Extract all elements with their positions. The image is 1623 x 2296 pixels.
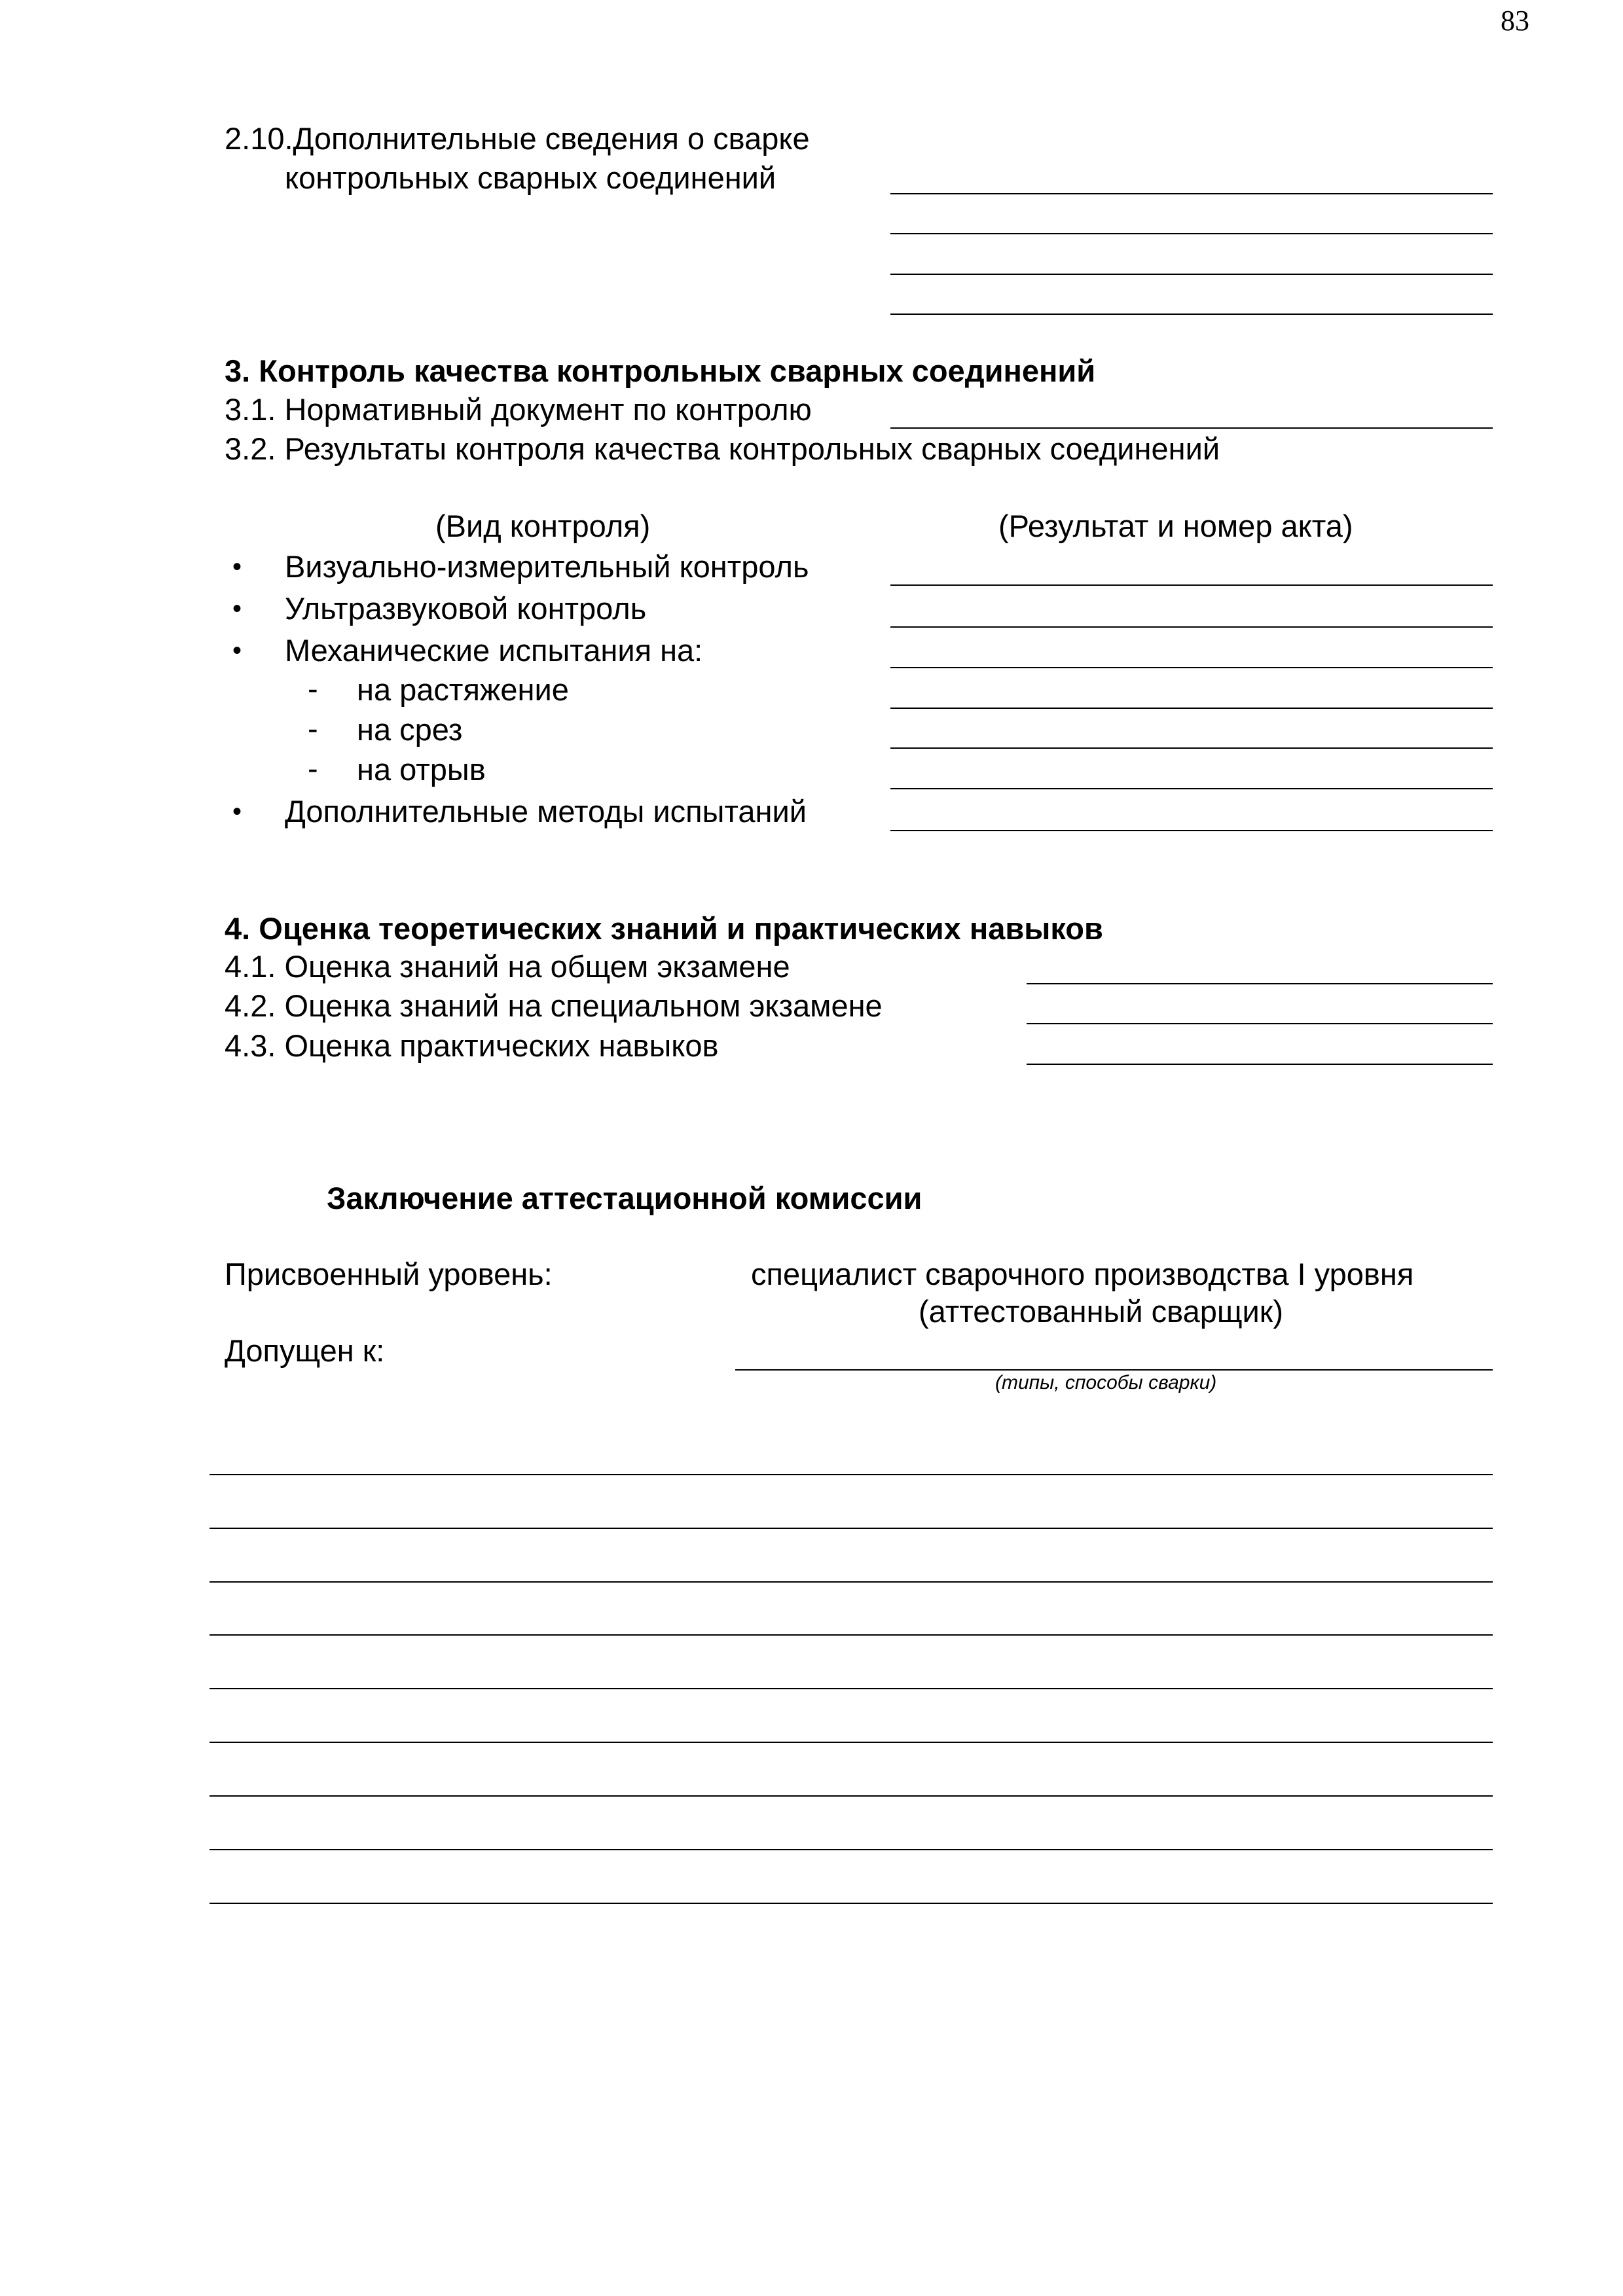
bullet-icon: •	[232, 552, 242, 581]
control-extra-methods: Дополнительные методы испытаний	[285, 794, 807, 829]
fill-line-extra[interactable]	[890, 830, 1493, 831]
fill-line-visual[interactable]	[890, 584, 1493, 586]
fill-line-2-10-a[interactable]	[890, 193, 1493, 194]
column-header-control-type: (Вид контроля)	[435, 509, 651, 543]
fill-line-4-1[interactable]	[1027, 983, 1493, 984]
fill-line-ultrasonic[interactable]	[890, 626, 1493, 628]
fill-line-pull[interactable]	[890, 788, 1493, 789]
admitted-label: Допущен к:	[225, 1333, 385, 1368]
item-3-2: 3.2. Результаты контроля качества контрольных сварных соединений	[225, 431, 1220, 466]
free-line[interactable]	[210, 1795, 1493, 1797]
item-3-1: 3.1. Нормативный документ по контролю	[225, 392, 812, 427]
free-line[interactable]	[210, 1474, 1493, 1475]
section-4-heading: 4. Оценка теоретических знаний и практических навыков	[225, 911, 1103, 946]
fill-line-mechanical[interactable]	[890, 667, 1493, 668]
fill-line-4-2[interactable]	[1027, 1023, 1493, 1024]
control-visual: Визуально-измерительный контроль	[285, 549, 809, 584]
fill-line-admitted[interactable]	[735, 1369, 1493, 1371]
free-line[interactable]	[210, 1581, 1493, 1583]
bullet-icon: •	[232, 797, 242, 826]
dash-icon: -	[308, 671, 318, 706]
section-2-10-line1: 2.10.Дополнительные сведения о сварке	[225, 121, 810, 156]
fill-line-tension[interactable]	[890, 708, 1493, 709]
item-4-1: 4.1. Оценка знаний на общем экзамене	[225, 949, 790, 984]
fill-line-shear[interactable]	[890, 747, 1493, 749]
section-3-heading: 3. Контроль качества контрольных сварных соединений	[225, 353, 1096, 388]
free-line[interactable]	[210, 1903, 1493, 1904]
column-header-result: (Результат и номер акта)	[998, 509, 1353, 543]
mech-shear: на срез	[357, 712, 463, 747]
free-line[interactable]	[210, 1849, 1493, 1850]
free-line[interactable]	[210, 1742, 1493, 1743]
admitted-caption: (типы, способы сварки)	[995, 1372, 1217, 1393]
item-4-2: 4.2. Оценка знаний на специальном экзамене	[225, 988, 883, 1023]
fill-line-2-10-c[interactable]	[890, 274, 1493, 275]
bullet-icon: •	[232, 636, 242, 665]
conclusion-heading: Заключение аттестационной комиссии	[327, 1181, 922, 1215]
dash-icon: -	[308, 751, 318, 785]
level-value-line1: специалист сварочного производства I уровня	[751, 1257, 1414, 1291]
bullet-icon: •	[232, 594, 242, 623]
fill-line-2-10-d[interactable]	[890, 314, 1493, 315]
mech-pull: на отрыв	[357, 752, 486, 787]
level-value-line2: (аттестованный сварщик)	[919, 1294, 1284, 1329]
level-label: Присвоенный уровень:	[225, 1257, 553, 1291]
mech-tension: на растяжение	[357, 672, 569, 707]
fill-line-4-3[interactable]	[1027, 1064, 1493, 1065]
section-2-10-line2: контрольных сварных соединений	[285, 160, 776, 195]
control-mechanical: Механические испытания на:	[285, 633, 703, 668]
free-line[interactable]	[210, 1688, 1493, 1689]
dash-icon: -	[308, 711, 318, 745]
page-number: 83	[1501, 5, 1529, 37]
free-line[interactable]	[210, 1634, 1493, 1636]
fill-line-2-10-b[interactable]	[890, 233, 1493, 234]
fill-line-3-1[interactable]	[890, 427, 1493, 429]
item-4-3: 4.3. Оценка практических навыков	[225, 1028, 719, 1063]
free-line[interactable]	[210, 1528, 1493, 1529]
control-ultrasonic: Ультразвуковой контроль	[285, 591, 647, 626]
